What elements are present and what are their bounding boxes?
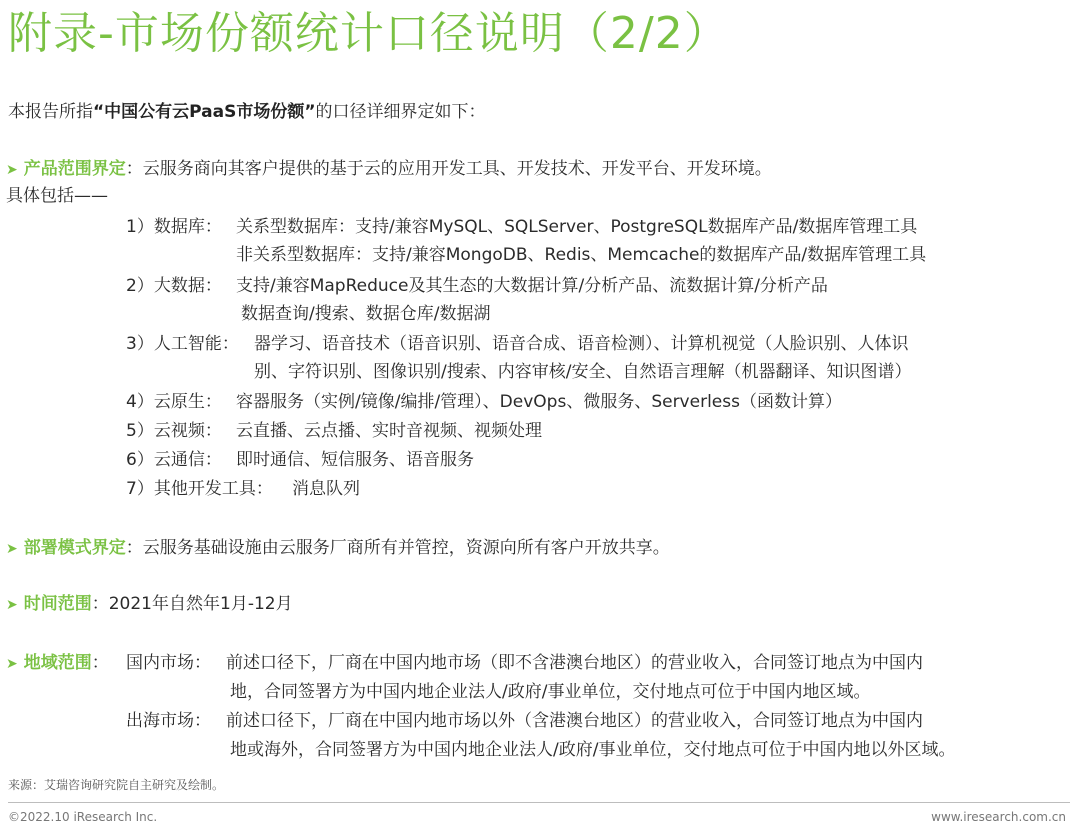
item-bigdata-line-2: 数据查询/搜索、数据仓库/数据湖 (241, 304, 491, 324)
includes-label: 具体包括—— (6, 186, 108, 206)
item-database-line-2: 非关系型数据库：支持/兼容MongoDB、Redis、Memcache的数据库产品/数据库管理工具 (236, 245, 927, 265)
overseas-market-line-2: 地或海外，合同签署方为中国内地企业法人/政府/事业单位，交付地点可位于中国内地以外区域。 (230, 740, 956, 760)
footer-copyright: ©2022.10 iResearch Inc. (8, 810, 158, 824)
footer-website: www.iresearch.com.cn (931, 810, 1066, 824)
domestic-market-line-2: 地，合同签署方为中国内地企业法人/政府/事业单位，交付地点可位于中国内地区域。 (230, 682, 871, 702)
product-scope-heading (6, 157, 772, 182)
intro-suffix: 的口径详细界定如下： (315, 102, 486, 122)
arrow-bullet-icon: ➤ (6, 162, 18, 178)
overseas-market-label: 出海市场： (126, 711, 211, 731)
arrow-bullet-icon: ➤ (6, 597, 18, 613)
item-ai-line-1: 器学习、语音技术（语音识别、语音合成、语音检测）、计算机视觉（人脸识别、人体识 (254, 334, 909, 354)
product-scope-text: 云服务商向其客户提供的基于云的应用开发工具、开发技术、开发平台、开发环境。 (142, 159, 772, 179)
time-scope-heading (6, 592, 293, 617)
item-cloudnative-line-1: 容器服务（实例/镜像/编排/管理）、DevOps、微服务、Serverless（函数计算） (236, 392, 842, 412)
item-cloudvideo-line-1: 云直播、云点播、实时音视频、视频处理 (236, 421, 542, 441)
time-scope-label: 时间范围 (23, 594, 92, 614)
arrow-bullet-icon: ➤ (6, 656, 18, 672)
colon: ： (91, 594, 109, 614)
time-scope-text: 2021年自然年1月-12月 (108, 594, 293, 614)
domestic-market-line-1: 前述口径下，厂商在中国内地市场（即不含港澳台地区）的营业收入，合同签订地点为中国内 (226, 653, 923, 673)
item-cloudcomm-line-1: 即时通信、短信服务、语音服务 (236, 450, 474, 470)
item-bigdata-label: 2）大数据： (126, 276, 222, 296)
product-scope-label: 产品范围界定 (23, 159, 126, 179)
item-cloudcomm-label: 6）云通信： (126, 450, 222, 470)
overseas-market-line-1: 前述口径下，厂商在中国内地市场以外（含港澳台地区）的营业收入，合同签订地点为中国内 (226, 711, 923, 731)
item-cloudnative-label: 4）云原生： (126, 392, 222, 412)
item-othertools-line-1: 消息队列 (292, 479, 360, 499)
item-bigdata-line-1: 支持/兼容MapReduce及其生态的大数据计算/分析产品、流数据计算/分析产品 (236, 276, 828, 296)
item-ai-line-2: 别、字符识别、图像识别/搜索、内容审核/安全、自然语言理解（机器翻译、知识图谱） (254, 362, 912, 382)
deploy-scope-heading (6, 536, 670, 561)
deploy-scope-label: 部署模式界定 (23, 538, 126, 558)
colon: ： (91, 653, 109, 673)
intro-line (8, 100, 486, 124)
item-database-label: 1）数据库： (126, 217, 222, 237)
deploy-scope-text: 云服务基础设施由云服务厂商所有并管控，资源向所有客户开放共享。 (142, 538, 670, 558)
domestic-market-label: 国内市场： (126, 653, 211, 673)
colon: ： (125, 159, 143, 179)
item-ai-label: 3）人工智能： (126, 334, 239, 354)
item-cloudvideo-label: 5）云视频： (126, 421, 222, 441)
item-othertools-label: 7）其他开发工具： (126, 479, 273, 499)
colon: ： (125, 538, 143, 558)
page-title: 附录-市场份额统计口径说明（2/2） (8, 8, 729, 59)
region-scope-heading (6, 651, 109, 676)
source-note: 来源：艾瑞咨询研究院自主研究及绘制。 (8, 778, 225, 792)
intro-prefix: 本报告所指 (8, 102, 93, 122)
footer-divider (8, 802, 1070, 803)
intro-highlight: “中国公有云PaaS市场份额” (93, 102, 316, 122)
item-database-line-1: 关系型数据库：支持/兼容MySQL、SQLServer、PostgreSQL数据库产品/数据库管理工具 (236, 217, 918, 237)
arrow-bullet-icon: ➤ (6, 541, 18, 557)
region-scope-label: 地域范围 (23, 653, 92, 673)
